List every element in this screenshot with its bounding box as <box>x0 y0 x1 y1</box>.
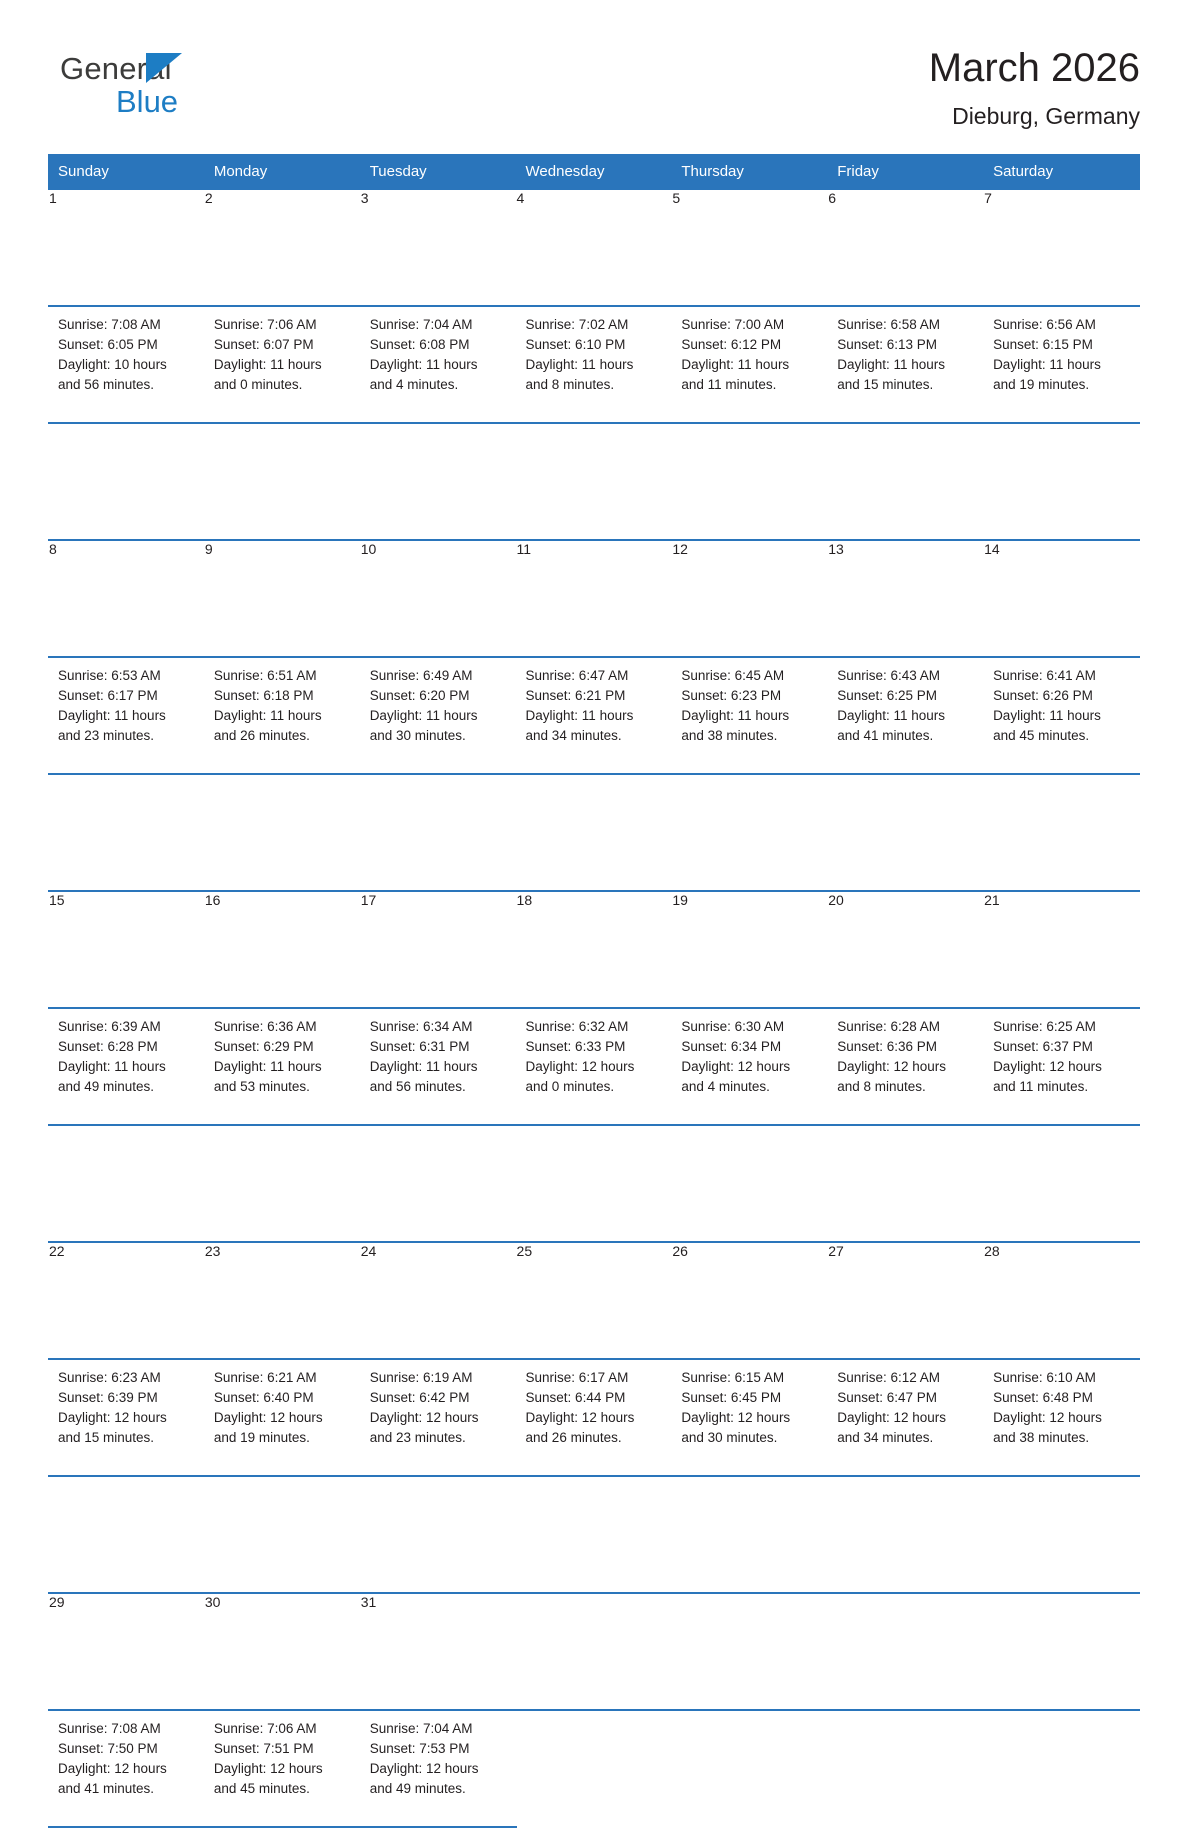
daylight-text-line1: Daylight: 11 hours <box>58 708 166 723</box>
day-cell-empty <box>672 1710 828 1827</box>
sunset-text: Sunset: 6:39 PM <box>58 1390 158 1405</box>
day-cell <box>204 1008 360 1125</box>
daylight-text-line2: and 53 minutes. <box>213 1079 310 1094</box>
sunrise-text: Sunrise: 7:04 AM <box>369 317 473 332</box>
sunset-text: Sunset: 6:12 PM <box>681 337 782 352</box>
day-cell-empty <box>828 1710 984 1827</box>
daylight-text-line2: and 56 minutes. <box>58 377 155 392</box>
sunrise-text: Sunrise: 6:45 AM <box>681 668 785 683</box>
day-cell-empty <box>516 1710 672 1827</box>
daylight-text-line2: and 30 minutes. <box>681 1430 778 1445</box>
sunset-text: Sunset: 6:10 PM <box>525 337 626 352</box>
daylight-text-line2: and 23 minutes. <box>58 728 155 743</box>
day-cell <box>828 306 984 423</box>
day-number: 7 <box>984 190 1140 307</box>
day-cell <box>984 306 1140 423</box>
sunrise-text: Sunrise: 6:25 AM <box>993 1019 1096 1034</box>
sunrise-text: Sunrise: 6:58 AM <box>837 317 941 332</box>
daylight-text-line2: and 38 minutes. <box>681 728 778 743</box>
day-number: 6 <box>828 190 984 307</box>
day-number: 20 <box>828 891 984 1008</box>
day-cell <box>360 1710 516 1827</box>
day-number: 13 <box>828 540 984 657</box>
sunset-text: Sunset: 6:31 PM <box>369 1039 470 1054</box>
daylight-text-line2: and 11 minutes. <box>993 1079 1089 1094</box>
sunset-text: Sunset: 7:53 PM <box>369 1741 470 1756</box>
daylight-text-line1: Daylight: 12 hours <box>837 1059 947 1074</box>
sunrise-text: Sunrise: 6:12 AM <box>837 1370 941 1385</box>
sunrise-text: Sunrise: 6:17 AM <box>525 1370 629 1385</box>
day-number: 4 <box>516 190 672 307</box>
day-number-row <box>49 891 1140 1008</box>
day-cell <box>516 1008 672 1125</box>
daylight-text-line2: and 56 minutes. <box>369 1079 466 1094</box>
daylight-text-line2: and 4 minutes. <box>681 1079 770 1094</box>
sunset-text: Sunset: 6:36 PM <box>837 1039 938 1054</box>
daylight-text-line2: and 15 minutes. <box>837 377 934 392</box>
weekday-header-monday: Monday <box>204 155 360 190</box>
week-spacer <box>49 423 1140 540</box>
daylight-text-line1: Daylight: 11 hours <box>837 708 946 723</box>
logo-text-blue: Blue <box>116 84 179 119</box>
page-title: March 2026 <box>928 46 1140 90</box>
day-number: 8 <box>49 540 205 657</box>
day-number: 27 <box>828 1242 984 1359</box>
daylight-text-line1: Daylight: 11 hours <box>58 1059 166 1074</box>
page-header <box>48 40 1140 140</box>
sunset-text: Sunset: 6:37 PM <box>993 1039 1093 1054</box>
daylight-text-line2: and 26 minutes. <box>525 1430 622 1445</box>
day-number: 12 <box>672 540 828 657</box>
daylight-text-line1: Daylight: 11 hours <box>993 708 1101 723</box>
sunrise-text: Sunrise: 6:51 AM <box>213 668 317 683</box>
day-cell <box>672 306 828 423</box>
sunset-text: Sunset: 6:44 PM <box>525 1390 626 1405</box>
logo-text-general: General <box>60 51 172 86</box>
day-number: 18 <box>516 891 672 1008</box>
sunrise-text: Sunrise: 6:21 AM <box>213 1370 317 1385</box>
sunset-text: Sunset: 6:34 PM <box>681 1039 782 1054</box>
sunset-text: Sunset: 6:05 PM <box>58 337 158 352</box>
weekday-header-row <box>49 155 1140 190</box>
day-cell <box>49 1359 205 1476</box>
day-cell <box>204 657 360 774</box>
sunset-text: Sunset: 6:40 PM <box>213 1390 314 1405</box>
daylight-text-line1: Daylight: 11 hours <box>369 1059 478 1074</box>
sunrise-sunset-calendar <box>48 154 1140 1828</box>
day-cell <box>49 1008 205 1125</box>
sunset-text: Sunset: 6:26 PM <box>993 688 1093 703</box>
sunset-text: Sunset: 6:42 PM <box>369 1390 470 1405</box>
daylight-text-line1: Daylight: 12 hours <box>369 1410 479 1425</box>
daylight-text-line2: and 19 minutes. <box>993 377 1090 392</box>
day-cell <box>828 657 984 774</box>
sunrise-text: Sunrise: 7:08 AM <box>58 317 161 332</box>
day-number-empty <box>828 1593 984 1710</box>
day-number: 25 <box>516 1242 672 1359</box>
daylight-text-line1: Daylight: 12 hours <box>681 1410 791 1425</box>
daylight-text-line1: Daylight: 12 hours <box>525 1059 635 1074</box>
day-number-row <box>49 190 1140 307</box>
daylight-text-line1: Daylight: 12 hours <box>58 1410 167 1425</box>
day-cell <box>984 657 1140 774</box>
day-number: 5 <box>672 190 828 307</box>
sunrise-text: Sunrise: 6:43 AM <box>837 668 941 683</box>
day-number: 29 <box>49 1593 205 1710</box>
sunset-text: Sunset: 7:51 PM <box>213 1741 314 1756</box>
day-number: 11 <box>516 540 672 657</box>
daylight-text-line1: Daylight: 12 hours <box>993 1410 1102 1425</box>
day-number: 19 <box>672 891 828 1008</box>
weekday-header-thursday: Thursday <box>672 155 828 190</box>
sunset-text: Sunset: 6:20 PM <box>369 688 470 703</box>
sunrise-text: Sunrise: 6:10 AM <box>993 1370 1096 1385</box>
day-number-row <box>49 1242 1140 1359</box>
sunrise-text: Sunrise: 6:53 AM <box>58 668 161 683</box>
day-cell <box>828 1008 984 1125</box>
sunrise-text: Sunrise: 6:56 AM <box>993 317 1096 332</box>
daylight-text-line2: and 8 minutes. <box>525 377 615 392</box>
week-spacer <box>49 774 1140 891</box>
day-number-row <box>49 540 1140 657</box>
daylight-text-line2: and 41 minutes. <box>58 1781 155 1796</box>
sunset-text: Sunset: 6:45 PM <box>681 1390 782 1405</box>
daylight-text-line2: and 38 minutes. <box>993 1430 1090 1445</box>
weekday-header-saturday: Saturday <box>984 155 1140 190</box>
day-cell <box>828 1359 984 1476</box>
daylight-text-line2: and 41 minutes. <box>837 728 934 743</box>
daylight-text-line2: and 0 minutes. <box>213 377 303 392</box>
daylight-text-line1: Daylight: 11 hours <box>213 357 322 372</box>
daylight-text-line2: and 0 minutes. <box>525 1079 615 1094</box>
daylight-text-line1: Daylight: 11 hours <box>369 708 478 723</box>
day-number-empty <box>984 1593 1140 1710</box>
week-row <box>49 1008 1140 1125</box>
sunset-text: Sunset: 6:25 PM <box>837 688 938 703</box>
sunset-text: Sunset: 6:29 PM <box>213 1039 314 1054</box>
day-number: 30 <box>204 1593 360 1710</box>
day-cell <box>49 306 205 423</box>
weekday-header-friday: Friday <box>828 155 984 190</box>
daylight-text-line1: Daylight: 12 hours <box>681 1059 791 1074</box>
week-row <box>49 1710 1140 1827</box>
day-number: 31 <box>360 1593 516 1710</box>
sunrise-text: Sunrise: 6:47 AM <box>525 668 629 683</box>
sunrise-text: Sunrise: 6:19 AM <box>369 1370 473 1385</box>
daylight-text-line1: Daylight: 10 hours <box>58 357 167 372</box>
day-cell <box>984 1008 1140 1125</box>
day-number: 17 <box>360 891 516 1008</box>
sunrise-text: Sunrise: 7:06 AM <box>213 317 317 332</box>
daylight-text-line2: and 34 minutes. <box>525 728 622 743</box>
daylight-text-line1: Daylight: 11 hours <box>837 357 946 372</box>
general-blue-logo <box>48 40 178 118</box>
sunrise-text: Sunrise: 6:30 AM <box>681 1019 785 1034</box>
sunrise-text: Sunrise: 6:39 AM <box>58 1019 161 1034</box>
day-number: 2 <box>204 190 360 307</box>
sunrise-text: Sunrise: 7:08 AM <box>58 1721 161 1736</box>
day-cell <box>672 657 828 774</box>
sunset-text: Sunset: 6:23 PM <box>681 688 782 703</box>
day-number: 23 <box>204 1242 360 1359</box>
sunrise-text: Sunrise: 6:28 AM <box>837 1019 941 1034</box>
day-number: 15 <box>49 891 205 1008</box>
sunset-text: Sunset: 6:18 PM <box>213 688 314 703</box>
day-cell <box>360 306 516 423</box>
sunrise-text: Sunrise: 7:04 AM <box>369 1721 473 1736</box>
daylight-text-line1: Daylight: 12 hours <box>213 1410 323 1425</box>
weekday-header-sunday: Sunday <box>49 155 205 190</box>
weekday-header-tuesday: Tuesday <box>360 155 516 190</box>
sunset-text: Sunset: 6:08 PM <box>369 337 470 352</box>
sunrise-text: Sunrise: 6:34 AM <box>369 1019 473 1034</box>
day-cell <box>49 657 205 774</box>
daylight-text-line1: Daylight: 12 hours <box>213 1761 323 1776</box>
daylight-text-line2: and 34 minutes. <box>837 1430 934 1445</box>
day-cell <box>204 1710 360 1827</box>
daylight-text-line1: Daylight: 11 hours <box>525 357 634 372</box>
daylight-text-line2: and 49 minutes. <box>369 1781 466 1796</box>
daylight-text-line2: and 45 minutes. <box>993 728 1090 743</box>
day-number: 14 <box>984 540 1140 657</box>
week-spacer <box>49 1476 1140 1593</box>
day-number-row <box>49 1593 1140 1710</box>
daylight-text-line2: and 26 minutes. <box>213 728 310 743</box>
day-number: 28 <box>984 1242 1140 1359</box>
day-cell <box>516 657 672 774</box>
day-number-empty <box>672 1593 828 1710</box>
logo-triangle-icon <box>146 53 182 83</box>
day-number: 24 <box>360 1242 516 1359</box>
sunrise-text: Sunrise: 7:02 AM <box>525 317 629 332</box>
sunrise-text: Sunrise: 6:23 AM <box>58 1370 161 1385</box>
daylight-text-line1: Daylight: 11 hours <box>213 1059 322 1074</box>
day-number: 16 <box>204 891 360 1008</box>
day-cell <box>516 306 672 423</box>
sunset-text: Sunset: 6:17 PM <box>58 688 158 703</box>
weekday-header-wednesday: Wednesday <box>516 155 672 190</box>
day-number: 10 <box>360 540 516 657</box>
week-spacer <box>49 1125 1140 1242</box>
day-cell <box>984 1359 1140 1476</box>
sunset-text: Sunset: 6:33 PM <box>525 1039 626 1054</box>
day-cell-empty <box>984 1710 1140 1827</box>
sunrise-text: Sunrise: 6:36 AM <box>213 1019 317 1034</box>
sunrise-text: Sunrise: 7:06 AM <box>213 1721 317 1736</box>
daylight-text-line2: and 45 minutes. <box>213 1781 310 1796</box>
sunrise-text: Sunrise: 6:41 AM <box>993 668 1096 683</box>
sunset-text: Sunset: 7:50 PM <box>58 1741 158 1756</box>
day-cell <box>204 306 360 423</box>
daylight-text-line2: and 8 minutes. <box>837 1079 926 1094</box>
sunset-text: Sunset: 6:13 PM <box>837 337 938 352</box>
daylight-text-line1: Daylight: 11 hours <box>681 357 790 372</box>
day-cell <box>672 1008 828 1125</box>
day-number: 21 <box>984 891 1140 1008</box>
daylight-text-line1: Daylight: 12 hours <box>525 1410 635 1425</box>
day-cell <box>49 1710 205 1827</box>
sunrise-text: Sunrise: 6:15 AM <box>681 1370 785 1385</box>
day-number: 22 <box>49 1242 205 1359</box>
sunset-text: Sunset: 6:15 PM <box>993 337 1093 352</box>
daylight-text-line2: and 19 minutes. <box>213 1430 310 1445</box>
sunrise-text: Sunrise: 6:32 AM <box>525 1019 629 1034</box>
daylight-text-line1: Daylight: 11 hours <box>213 708 322 723</box>
daylight-text-line1: Daylight: 11 hours <box>525 708 634 723</box>
daylight-text-line2: and 15 minutes. <box>58 1430 155 1445</box>
day-cell <box>672 1359 828 1476</box>
daylight-text-line1: Daylight: 11 hours <box>369 357 478 372</box>
title-block <box>929 40 1140 134</box>
sunset-text: Sunset: 6:07 PM <box>213 337 314 352</box>
week-row <box>49 306 1140 423</box>
day-number: 1 <box>49 190 205 307</box>
daylight-text-line1: Daylight: 12 hours <box>993 1059 1102 1074</box>
day-cell <box>360 657 516 774</box>
daylight-text-line1: Daylight: 11 hours <box>681 708 790 723</box>
daylight-text-line2: and 4 minutes. <box>369 377 459 392</box>
sunrise-text: Sunrise: 7:00 AM <box>681 317 785 332</box>
day-cell <box>360 1359 516 1476</box>
sunset-text: Sunset: 6:21 PM <box>525 688 626 703</box>
sunrise-text: Sunrise: 6:49 AM <box>369 668 473 683</box>
day-cell <box>204 1359 360 1476</box>
daylight-text-line1: Daylight: 12 hours <box>369 1761 479 1776</box>
daylight-text-line1: Daylight: 12 hours <box>58 1761 167 1776</box>
daylight-text-line2: and 11 minutes. <box>681 377 777 392</box>
daylight-text-line1: Daylight: 11 hours <box>993 357 1101 372</box>
sunset-text: Sunset: 6:48 PM <box>993 1390 1093 1405</box>
week-row <box>49 657 1140 774</box>
daylight-text-line1: Daylight: 12 hours <box>837 1410 947 1425</box>
daylight-text-line2: and 49 minutes. <box>58 1079 155 1094</box>
sunset-text: Sunset: 6:47 PM <box>837 1390 938 1405</box>
day-number: 3 <box>360 190 516 307</box>
day-number-empty <box>516 1593 672 1710</box>
day-cell <box>360 1008 516 1125</box>
sunset-text: Sunset: 6:28 PM <box>58 1039 158 1054</box>
day-cell <box>516 1359 672 1476</box>
day-number: 26 <box>672 1242 828 1359</box>
daylight-text-line2: and 30 minutes. <box>369 728 466 743</box>
week-row <box>49 1359 1140 1476</box>
daylight-text-line2: and 23 minutes. <box>369 1430 466 1445</box>
day-number: 9 <box>204 540 360 657</box>
location-subtitle: Dieburg, Germany <box>952 103 1140 129</box>
